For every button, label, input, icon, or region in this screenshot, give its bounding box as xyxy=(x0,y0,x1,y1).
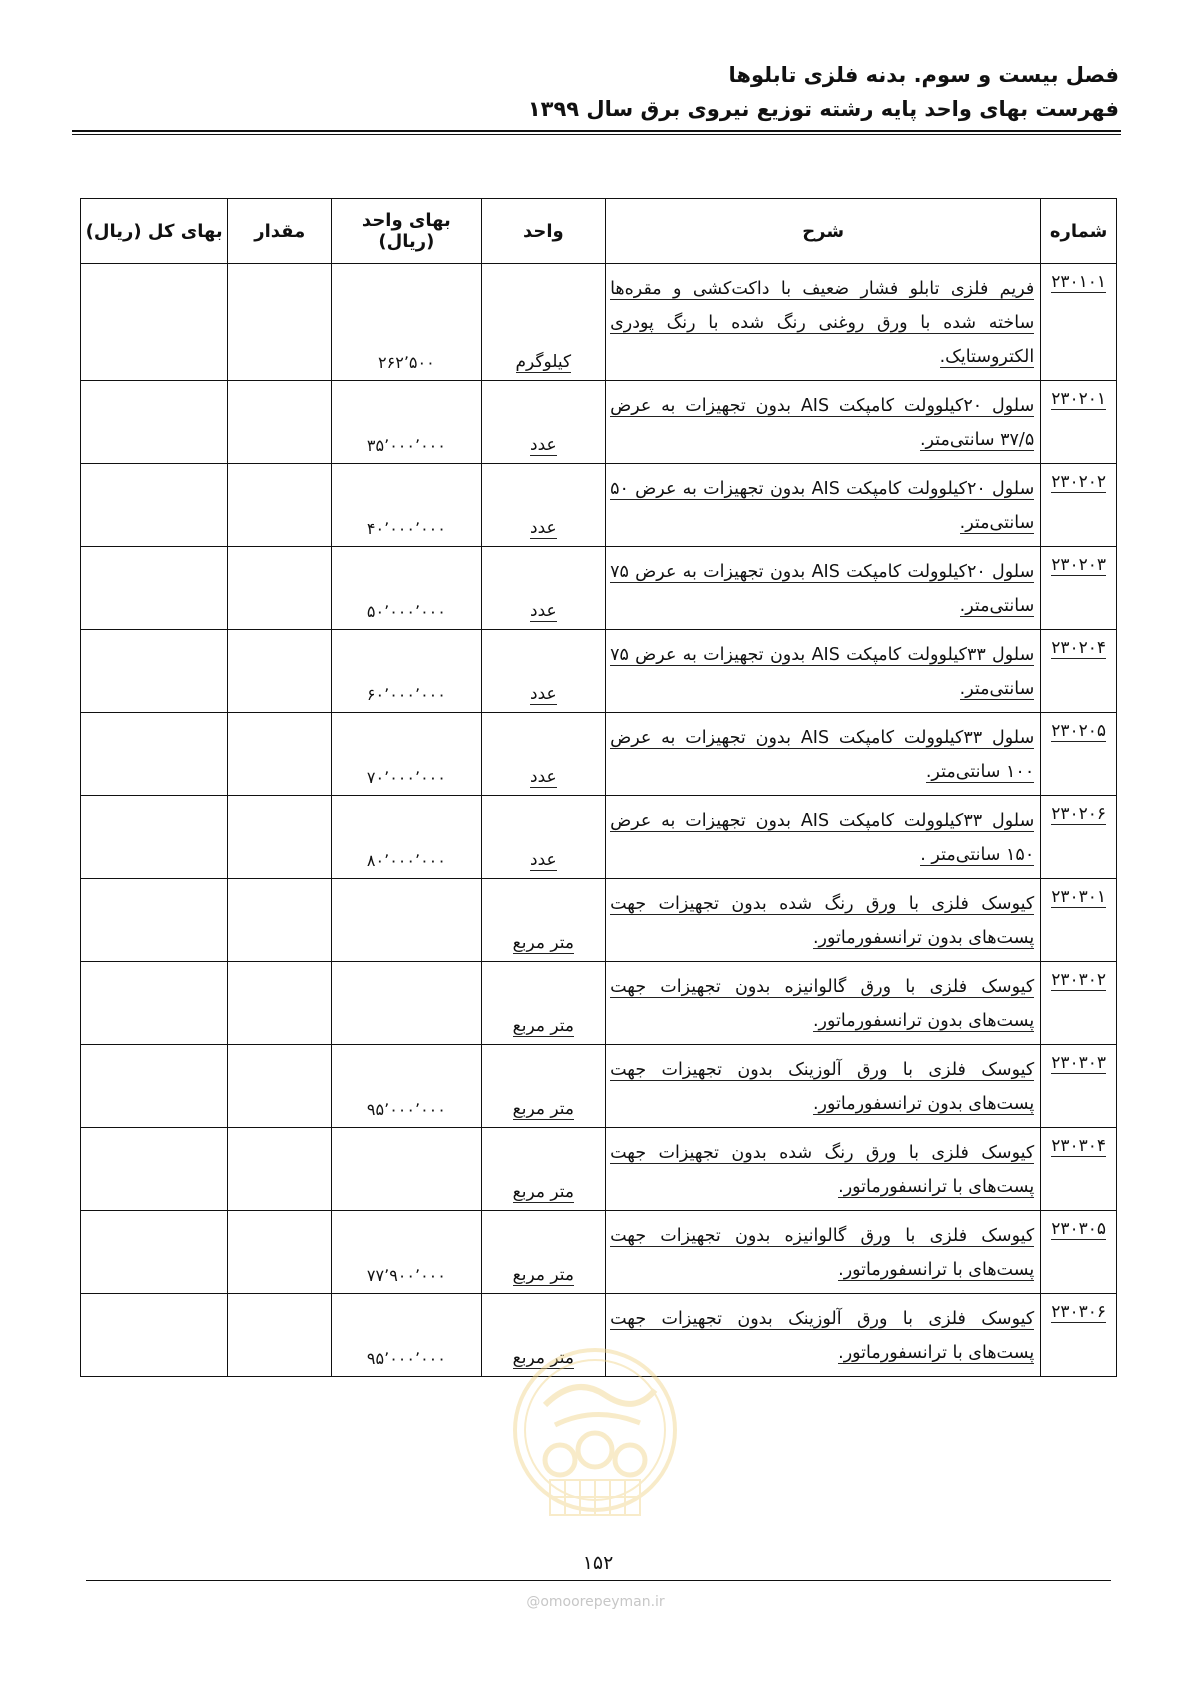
total-cell xyxy=(81,713,228,796)
table-row xyxy=(81,1211,1117,1294)
total-cell xyxy=(81,264,228,381)
number-text: ۲۳۰۳۰۱ xyxy=(1051,887,1107,907)
unit-price-text: ۷۰٬۰۰۰٬۰۰۰ xyxy=(366,768,446,787)
table-row xyxy=(81,630,1117,713)
table-row xyxy=(81,464,1117,547)
number-text: ۲۳۰۲۰۴ xyxy=(1051,638,1107,658)
unit-text: عدد xyxy=(530,684,557,704)
quantity-cell xyxy=(228,962,332,1045)
total-cell xyxy=(81,547,228,630)
number-text: ۲۳۰۳۰۵ xyxy=(1051,1219,1107,1239)
total-cell xyxy=(81,464,228,547)
quantity-cell xyxy=(228,381,332,464)
total-cell xyxy=(81,630,228,713)
number-cell xyxy=(1041,264,1117,381)
unit-text: متر مربع xyxy=(512,1099,574,1119)
unit-price-cell xyxy=(332,381,481,464)
unit-text: عدد xyxy=(530,601,557,621)
unit-price-text: ۲۶۲٬۵۰۰ xyxy=(378,353,435,372)
description-cell xyxy=(606,1045,1041,1128)
number-text: ۲۳۰۳۰۲ xyxy=(1051,970,1107,990)
description-text: کیوسک فلزی با ورق رنگ شده بدون تجهیزات جهت پست‌های با ترانسفورماتور. xyxy=(610,1143,1035,1197)
number-cell xyxy=(1041,1045,1117,1128)
unit-price-text: ۶۰٬۰۰۰٬۰۰۰ xyxy=(366,685,446,704)
unit-text: عدد xyxy=(530,767,557,787)
unit-cell xyxy=(481,796,605,879)
unit-price-cell xyxy=(332,1128,481,1211)
description-text: فریم فلزی تابلو فشار ضعیف با داکت‌کشی و مقره‌ها ساخته شده با ورق روغنی رنگ شده با رنگ پودری الکتروستایک. xyxy=(610,279,1035,367)
unit-price-text: ۹۵٬۰۰۰٬۰۰۰ xyxy=(366,1100,446,1119)
number-text: ۲۳۰۲۰۱ xyxy=(1051,389,1107,409)
unit-price-text: ۳۵٬۰۰۰٬۰۰۰ xyxy=(366,436,446,455)
number-cell xyxy=(1041,796,1117,879)
total-cell xyxy=(81,879,228,962)
omoorepeyman-seal-icon xyxy=(505,1335,685,1535)
table-row xyxy=(81,713,1117,796)
quantity-cell xyxy=(228,796,332,879)
description-cell xyxy=(606,1128,1041,1211)
number-cell xyxy=(1041,962,1117,1045)
unit-text: متر مربع xyxy=(512,1265,574,1285)
unit-price-cell xyxy=(332,1045,481,1128)
unit-price-cell xyxy=(332,1294,481,1377)
total-cell xyxy=(81,1211,228,1294)
table-row xyxy=(81,547,1117,630)
col-unit-price-header: بهای واحد (ریال) xyxy=(332,199,481,264)
page-number: ۱۵۲ xyxy=(582,1552,614,1574)
description-cell xyxy=(606,713,1041,796)
quantity-cell xyxy=(228,1045,332,1128)
quantity-cell xyxy=(228,879,332,962)
number-text: ۲۳۰۲۰۵ xyxy=(1051,721,1107,741)
total-cell xyxy=(81,1045,228,1128)
unit-cell xyxy=(481,264,605,381)
unit-price-text: ۷۷٬۹۰۰٬۰۰۰ xyxy=(366,1266,446,1285)
number-text: ۲۳۰۳۰۴ xyxy=(1051,1136,1107,1156)
col-total-header: بهای کل (ریال) xyxy=(81,199,228,264)
table-row xyxy=(81,1128,1117,1211)
description-text: سلول ۲۰کیلوولت کامپکت AIS بدون تجهیزات به عرض ۵۰ سانتی‌متر. xyxy=(610,479,1035,533)
footer-rule xyxy=(86,1580,1111,1581)
unit-cell xyxy=(481,879,605,962)
description-cell xyxy=(606,381,1041,464)
unit-text: متر مربع xyxy=(512,1182,574,1202)
unit-cell xyxy=(481,464,605,547)
unit-text: متر مربع xyxy=(512,1348,574,1368)
price-table xyxy=(80,198,1117,1377)
table-header-row xyxy=(81,199,1117,264)
description-cell xyxy=(606,796,1041,879)
total-cell xyxy=(81,1294,228,1377)
number-text: ۲۳۰۱۰۱ xyxy=(1051,272,1107,292)
header-rule-thin xyxy=(72,134,1121,135)
description-cell xyxy=(606,547,1041,630)
total-cell xyxy=(81,962,228,1045)
table-row xyxy=(81,796,1117,879)
quantity-cell xyxy=(228,264,332,381)
site-watermark: @omoorepeyman.ir xyxy=(526,1594,665,1610)
description-text: کیوسک فلزی با ورق رنگ شده بدون تجهیزات جهت پست‌های بدون ترانسفورماتور. xyxy=(610,894,1035,948)
number-text: ۲۳۰۳۰۶ xyxy=(1051,1302,1107,1322)
description-text: سلول ۲۰کیلوولت کامپکت AIS بدون تجهیزات به عرض ۳۷/۵ سانتی‌متر. xyxy=(610,396,1035,450)
unit-price-text: ۵۰٬۰۰۰٬۰۰۰ xyxy=(366,602,446,621)
description-text: کیوسک فلزی با ورق آلوزینک بدون تجهیزات جهت پست‌های بدون ترانسفورماتور. xyxy=(610,1060,1035,1114)
quantity-cell xyxy=(228,547,332,630)
description-text: کیوسک فلزی با ورق گالوانیزه بدون تجهیزات جهت پست‌های بدون ترانسفورماتور. xyxy=(610,977,1035,1031)
unit-price-cell xyxy=(332,264,481,381)
unit-cell xyxy=(481,1128,605,1211)
number-cell xyxy=(1041,713,1117,796)
unit-cell xyxy=(481,1211,605,1294)
description-text: سلول ۲۰کیلوولت کامپکت AIS بدون تجهیزات به عرض ۷۵ سانتی‌متر. xyxy=(610,562,1035,616)
header-rule-thick xyxy=(72,130,1121,132)
description-cell xyxy=(606,962,1041,1045)
unit-price-cell xyxy=(332,713,481,796)
unit-cell xyxy=(481,962,605,1045)
unit-text: متر مربع xyxy=(512,1016,574,1036)
description-cell xyxy=(606,630,1041,713)
number-cell xyxy=(1041,381,1117,464)
description-text: سلول ۳۳کیلوولت کامپکت AIS بدون تجهیزات به عرض ۱۰۰ سانتی‌متر. xyxy=(610,728,1035,782)
table-row xyxy=(81,264,1117,381)
description-text: کیوسک فلزی با ورق گالوانیزه بدون تجهیزات جهت پست‌های با ترانسفورماتور. xyxy=(610,1226,1035,1280)
unit-price-cell xyxy=(332,962,481,1045)
unit-text: کیلوگرم xyxy=(515,352,572,372)
unit-price-cell xyxy=(332,464,481,547)
unit-price-text: ۹۵٬۰۰۰٬۰۰۰ xyxy=(366,1349,446,1368)
quantity-cell xyxy=(228,713,332,796)
unit-cell xyxy=(481,713,605,796)
number-text: ۲۳۰۲۰۶ xyxy=(1051,804,1107,824)
unit-cell xyxy=(481,547,605,630)
quantity-cell xyxy=(228,1128,332,1211)
unit-cell xyxy=(481,1045,605,1128)
number-cell xyxy=(1041,1211,1117,1294)
description-text: کیوسک فلزی با ورق آلوزینک بدون تجهیزات جهت پست‌های با ترانسفورماتور. xyxy=(610,1309,1035,1363)
unit-cell xyxy=(481,630,605,713)
quantity-cell xyxy=(228,464,332,547)
unit-cell xyxy=(481,381,605,464)
number-text: ۲۳۰۲۰۲ xyxy=(1051,472,1107,492)
table-row xyxy=(81,1045,1117,1128)
number-cell xyxy=(1041,1128,1117,1211)
unit-text: متر مربع xyxy=(512,933,574,953)
unit-price-text: ۴۰٬۰۰۰٬۰۰۰ xyxy=(366,519,446,538)
unit-price-cell xyxy=(332,879,481,962)
col-unit-header: واحد xyxy=(481,199,605,264)
description-text: سلول ۳۳کیلوولت کامپکت AIS بدون تجهیزات به عرض ۱۵۰ سانتی‌متر . xyxy=(610,811,1035,865)
quantity-cell xyxy=(228,1211,332,1294)
total-cell xyxy=(81,381,228,464)
table-row xyxy=(81,962,1117,1045)
list-title: فهرست بهای واحد پایه رشته توزیع نیروی برق سال ۱۳۹۹ xyxy=(527,97,1119,121)
unit-price-cell xyxy=(332,630,481,713)
description-text: سلول ۳۳کیلوولت کامپکت AIS بدون تجهیزات به عرض ۷۵ سانتی‌متر. xyxy=(610,645,1035,699)
quantity-cell xyxy=(228,1294,332,1377)
col-description-header: شرح xyxy=(606,199,1041,264)
page-header xyxy=(72,58,1119,126)
total-cell xyxy=(81,796,228,879)
col-quantity-header: مقدار xyxy=(228,199,332,264)
unit-price-cell xyxy=(332,796,481,879)
col-number-header: شماره xyxy=(1041,199,1117,264)
unit-price-cell xyxy=(332,1211,481,1294)
unit-text: عدد xyxy=(530,850,557,870)
table-row xyxy=(81,381,1117,464)
total-cell xyxy=(81,1128,228,1211)
number-cell xyxy=(1041,547,1117,630)
chapter-title: فصل بیست و سوم. بدنه فلزی تابلوها xyxy=(728,63,1119,87)
number-text: ۲۳۰۲۰۳ xyxy=(1051,555,1107,575)
number-cell xyxy=(1041,879,1117,962)
number-text: ۲۳۰۳۰۳ xyxy=(1051,1053,1107,1073)
unit-price-cell xyxy=(332,547,481,630)
quantity-cell xyxy=(228,630,332,713)
description-cell xyxy=(606,879,1041,962)
number-cell xyxy=(1041,464,1117,547)
number-cell xyxy=(1041,630,1117,713)
description-cell xyxy=(606,264,1041,381)
unit-price-text: ۸۰٬۰۰۰٬۰۰۰ xyxy=(366,851,446,870)
number-cell xyxy=(1041,1294,1117,1377)
unit-text: عدد xyxy=(530,518,557,538)
table-row xyxy=(81,879,1117,962)
description-cell xyxy=(606,464,1041,547)
description-cell xyxy=(606,1211,1041,1294)
unit-text: عدد xyxy=(530,435,557,455)
